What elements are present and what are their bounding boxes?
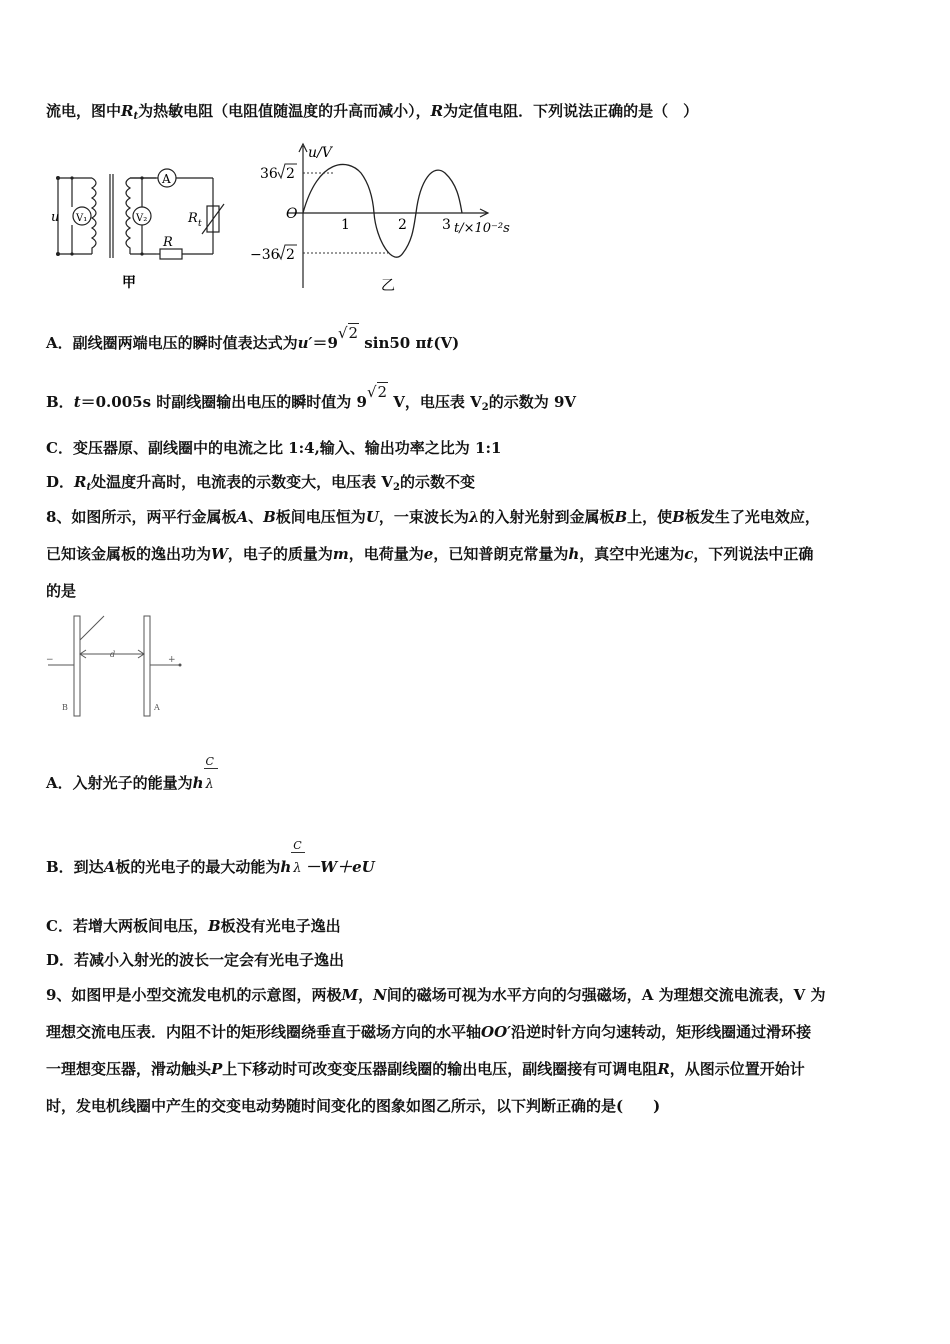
q8-stem-line3: 的是 [46, 582, 77, 600]
stem-text: 8、如图所示，两平行金属板 [46, 508, 237, 526]
intro-line [46, 101, 698, 127]
origin-label: O [286, 206, 298, 222]
caption-jia: 甲 [122, 275, 136, 291]
y-max-root: 2 [286, 166, 295, 182]
stem-text: 的入射光射到金属板 [479, 508, 615, 526]
label-ammeter: A [162, 172, 171, 186]
subscript: 2 [392, 482, 400, 493]
stem-text: 9、如图甲是小型交流发电机的示意图，两极 [46, 986, 342, 1004]
label-d: d [110, 650, 116, 659]
stem-text: 理想交流电压表．内阻不计的矩形线圈绕垂直于磁场方向的水平轴 [46, 1023, 482, 1041]
figure-jia-circuit [48, 152, 238, 297]
q7-option-b [46, 383, 577, 418]
q9-stem-line4: 时，发电机线圈中产生的交变电动势随时间变化的图象如图乙所示，以下判断正确的是( ) [46, 1097, 661, 1115]
var-m: M [341, 986, 359, 1004]
q8-option-c [46, 916, 341, 936]
rt-symbol: R [121, 102, 134, 120]
var-n: N [373, 986, 387, 1004]
option-text: 的示数不变 [399, 473, 475, 491]
stem-text: 间的磁场可视为水平方向的匀强磁场，A 为理想交流电流表，V 为 [386, 986, 826, 1004]
subscript: t [86, 482, 92, 493]
label-rt: R [188, 211, 198, 226]
stem-text: 已知该金属板的逸出功为 [46, 545, 212, 563]
option-text: (V) [433, 334, 460, 352]
x-axis-label: t/×10⁻²s [454, 221, 510, 236]
option-text: 板没有光电子逸出 [220, 917, 341, 935]
stem-text: 板间电压恒为 [275, 508, 366, 526]
intro-text: 为热敏电阻（电阻值随温度的升高而减小）， [138, 102, 431, 120]
label-v1: V₁ [76, 213, 88, 224]
var-lambda: λ [468, 508, 480, 526]
stem-text: ， [358, 986, 374, 1004]
var-t: t [73, 393, 81, 411]
stem-text: 上，使 [627, 508, 673, 526]
label-plate-a: A [154, 703, 160, 712]
fraction-numerator: C [293, 839, 302, 852]
option-text: D． [46, 473, 75, 491]
var-u: u′ [297, 334, 313, 352]
option-text: B．到达 [46, 858, 104, 876]
var-p: P [211, 1060, 223, 1078]
option-text: A．副线圈两端电压的瞬时值表达式为 [46, 334, 298, 352]
var-m: m [332, 545, 349, 563]
sqrt-expr: √2 [337, 324, 359, 342]
label-r: R [163, 235, 173, 250]
stem-text: ，电荷量为 [348, 545, 424, 563]
y-min-root: 2 [286, 247, 295, 263]
stem-text: ，真空中光速为 [579, 545, 685, 563]
option-text: A．入射光子的能量为 [46, 774, 193, 792]
stem-text: ，电子的质量为 [227, 545, 333, 563]
intro-text: 流电，图中 [46, 102, 122, 120]
var-h: h [192, 774, 204, 792]
r-symbol: R [430, 102, 444, 120]
label-u: u [51, 210, 60, 225]
q9-stem-line1 [46, 985, 826, 1005]
var-b: B [614, 508, 628, 526]
x-tick: 3 [442, 217, 451, 233]
fraction-c-lambda [204, 755, 218, 794]
y-min-num: −36 [250, 247, 280, 263]
stem-text: ，下列说法中正确 [693, 545, 814, 563]
option-text: 的示数为 9V [488, 393, 577, 411]
y-max-num: 36 [260, 166, 278, 182]
q9-stem-line2 [46, 1022, 811, 1042]
stem-text: ，一束波长为 [378, 508, 469, 526]
var-oo: OO′ [481, 1023, 512, 1041]
subscript: 2 [481, 402, 489, 413]
sqrt-radicand: 2 [348, 324, 359, 342]
var-c: c [684, 545, 694, 563]
option-text: sin50 π [364, 334, 427, 352]
intro-text: 为定值电阻．下列说法正确的是（ ） [443, 102, 699, 120]
plus-terminal: + [168, 655, 176, 665]
fraction-c-lambda [291, 839, 305, 878]
option-text: －W＋eU [305, 858, 375, 876]
var-r: R [657, 1060, 670, 1078]
option-text: ＝9 [312, 334, 338, 352]
var-b: B [207, 917, 221, 935]
var-w: W [211, 545, 228, 563]
option-text: B． [46, 393, 74, 411]
q8-option-a [46, 755, 218, 794]
fraction-numerator: C [205, 755, 214, 768]
q9-stem-line3 [46, 1059, 805, 1079]
figure-yi-graph [248, 140, 528, 300]
option-text: ＝0.005s 时副线圈输出电压的瞬时值为 9 [80, 393, 367, 411]
q7-option-d [46, 472, 475, 498]
option-text: C．若增大两板间电压， [46, 917, 208, 935]
q7-option-c: C．变压器原、副线圈中的电流之比 1:4,输入、输出功率之比为 1:1 [46, 439, 502, 457]
stem-text: 板发生了光电效应， [684, 508, 820, 526]
var-h: h [280, 858, 292, 876]
fraction-denominator: λ [293, 861, 302, 876]
figure-plates [44, 610, 194, 720]
x-tick: 2 [398, 217, 407, 233]
stem-text: ，已知普朗克常量为 [433, 545, 569, 563]
label-plate-b: B [62, 703, 68, 712]
stem-text: 、 [248, 508, 264, 526]
var-t: t [426, 334, 434, 352]
var-u: U [365, 508, 379, 526]
sqrt-expr: √2 [366, 383, 388, 401]
q8-option-d: D．若减小入射光的波长一定会有光电子逸出 [46, 951, 345, 969]
option-text: V，电压表 V [393, 393, 482, 411]
q8-stem-line2 [46, 544, 813, 564]
var-a: A [103, 858, 116, 876]
stem-text: 沿逆时针方向匀速转动，矩形线圈通过滑环接 [511, 1023, 812, 1041]
option-text: 板的光电子的最大动能为 [115, 858, 281, 876]
var-b: B [263, 508, 276, 526]
minus-terminal: − [46, 655, 54, 665]
option-text: 处温度升高时，电流表的示数变大，电压表 V [91, 473, 393, 491]
x-tick: 1 [341, 217, 350, 233]
var-e: e [423, 545, 434, 563]
rt-subscript: t [133, 111, 139, 122]
q8-option-b [46, 839, 375, 878]
sqrt-radicand: 2 [377, 383, 388, 401]
stem-text: ，从图示位置开始计 [669, 1060, 805, 1078]
label-v2: V₂ [136, 213, 148, 224]
q7-option-a [46, 324, 460, 353]
var-h: h [568, 545, 580, 563]
q8-stem-line1 [46, 507, 820, 527]
stem-text: 一理想变压器，滑动触头 [46, 1060, 212, 1078]
fraction-denominator: λ [205, 777, 214, 792]
y-axis-label: u/V [308, 145, 332, 161]
caption-yi: 乙 [381, 278, 395, 294]
var-a: A [236, 508, 249, 526]
label-rt-sub: t [198, 219, 202, 229]
var-b: B [672, 508, 685, 526]
stem-text: 上下移动时可改变变压器副线圈的输出电压，副线圈接有可调电阻 [222, 1060, 658, 1078]
var-r: R [74, 473, 87, 491]
